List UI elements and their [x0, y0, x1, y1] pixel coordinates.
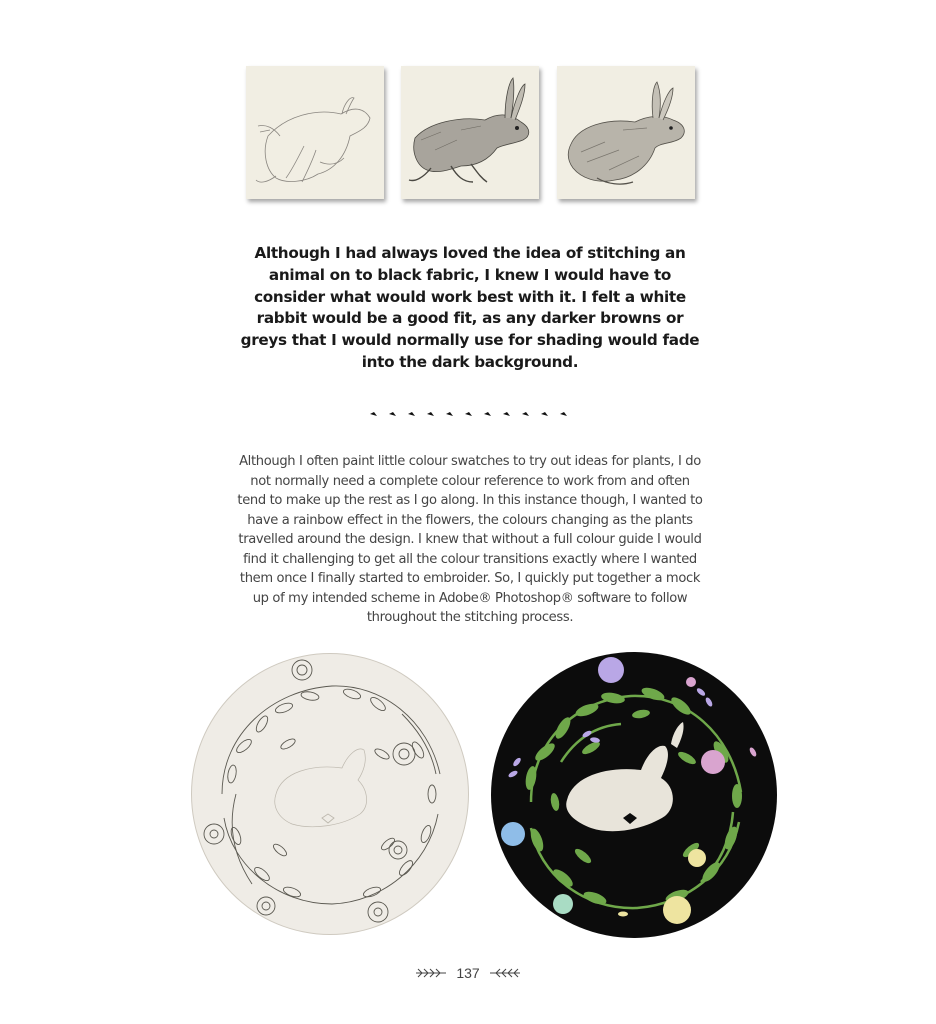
- right-sprig-icon: [488, 967, 522, 979]
- body-paragraph: Although I often paint little colour swatches to try out ideas for plants, I do not normally need a complete colour reference to work from and often tend to make up the rest as I go along. In this instance though, I wanted to have a rainbow effect in the flowers, the colours changing as the plants travelled around the design. I knew that without a full colour guide I would find it challenging to get all the colour transitions exactly where I wanted them once I finally started to embroider. So, I quickly put together a mock up of my intended scheme in Adobe® Photoshop® software to follow throughout the stitching process.: [237, 454, 703, 625]
- page-number: 137: [456, 965, 480, 982]
- rabbit-sketch-shaded: [557, 66, 695, 199]
- stitch-divider: [366, 406, 576, 422]
- rabbit-sketch-leaping: [401, 66, 539, 199]
- page-footer: [0, 964, 936, 981]
- left-sprig-icon: [414, 967, 448, 979]
- colour-mockup-design: [491, 652, 777, 938]
- pencil-design-drawing: [191, 653, 469, 935]
- intro-paragraph: Although I had always loved the idea of stitching an animal on to black fabric, I knew I would have to consider what would work best with it. I felt a white rabbit would be a good fit, as any darker browns or greys that I would normally use for shading would fade into the dark background.: [240, 244, 700, 371]
- rabbit-sketch-rough: [246, 66, 384, 199]
